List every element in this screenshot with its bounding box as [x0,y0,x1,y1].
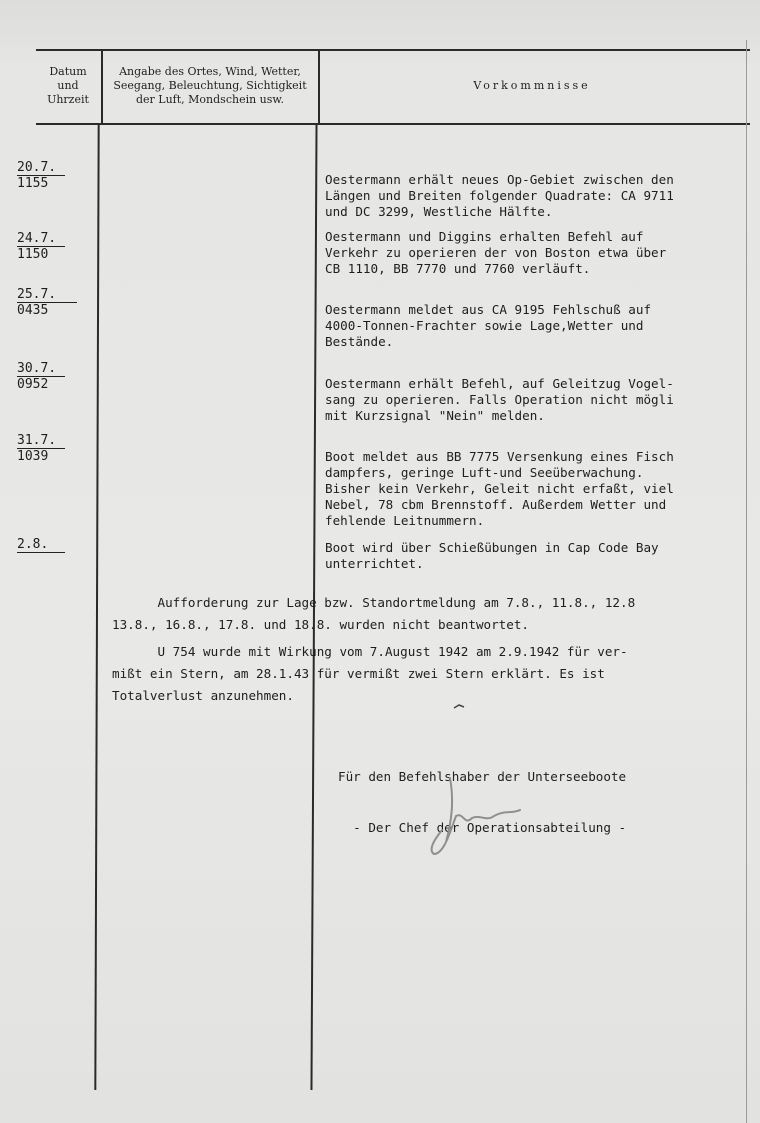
signature-line-2: - Der Chef der Operationsabteilung - [338,820,627,835]
handwritten-signature [420,770,540,860]
entry-date-2: 24.7. 1150 [17,231,65,262]
header-events-label: Vorkommnisse [473,79,591,92]
entry-text-1: Oestermann erhält neues Op-Gebiet zwischen den Längen und Breiten folgender Quadrate: CA 9711 und DC 3299, Westliche Hälfte. [325,172,674,219]
header-conditions-line3: der Luft, Mondschein usw. [135,93,285,106]
entry-date-4: 30.7. 0952 [17,361,65,392]
column-divider-1 [101,49,103,125]
entry-date-6: 2.8. [17,537,65,553]
header-conditions-line1: Angabe des Ortes, Wind, Wetter, [119,65,301,78]
header-date-label: Datum [49,65,87,78]
header-date-time [38,65,98,107]
header-time-label: Uhrzeit [47,93,89,106]
header-top-rule [36,49,750,51]
footer-paragraph-1: Aufforderung zur Lage bzw. Standortmeldung am 7.8., 11.8., 12.8 13.8., 16.8., 17.8. und 18.8. wurden nicht beantwortet. [112,595,636,632]
entry-date-5: 31.7. 1039 [17,433,65,464]
header-und-label: und [57,79,79,92]
header-events [322,79,742,93]
header-conditions-line2: Seegang, Beleuchtung, Sichtigkeit [113,79,307,92]
entry-text-5: Boot meldet aus BB 7775 Versenkung eines Fisch dampfers, geringe Luft-und Seeüberwachung. Bisher kein Verkehr, Geleit nicht erfaßt, viel Nebel, 78 cbm Brennstoff. Außerdem Wetter und fehlende Leitnummern. [325,449,674,528]
entry-text-2: Oestermann und Diggins erhalten Befehl auf Verkehr zu operieren der von Boston etwa über CB 1110, BB 7770 und 7760 verläuft. [325,229,667,276]
footer-paragraph-2: U 754 wurde mit Wirkung vom 7.August 1942 am 2.9.1942 für ver- mißt ein Stern, am 28.1.43 für vermißt zwei Stern erklärt. Es ist Totalverlust anzunehmen. [112,644,628,703]
entry-text-3: Oestermann meldet aus CA 9195 Fehlschuß auf 4000-Tonnen-Frachter sowie Lage,Wetter und Bestände. [325,302,652,349]
entry-date-3: 25.7. 0435 [17,287,77,318]
ink-mark [452,702,466,712]
header-conditions [104,65,316,107]
column-divider-1-body [94,125,99,1090]
header-bottom-rule [36,123,750,125]
right-page-edge [746,40,747,1123]
entry-text-4: Oestermann erhält Befehl, auf Geleitzug Vogel- sang zu operieren. Falls Operation nicht mögli mit Kurzsignal "Nein" melden. [325,376,674,423]
entry-date-1: 20.7. 1155 [17,160,65,191]
entry-text-6: Boot wird über Schießübungen in Cap Code Bay unterrichtet. [325,540,659,571]
signature-line-1: Für den Befehlshaber der Unterseeboote [338,769,627,784]
column-divider-2 [318,49,320,125]
